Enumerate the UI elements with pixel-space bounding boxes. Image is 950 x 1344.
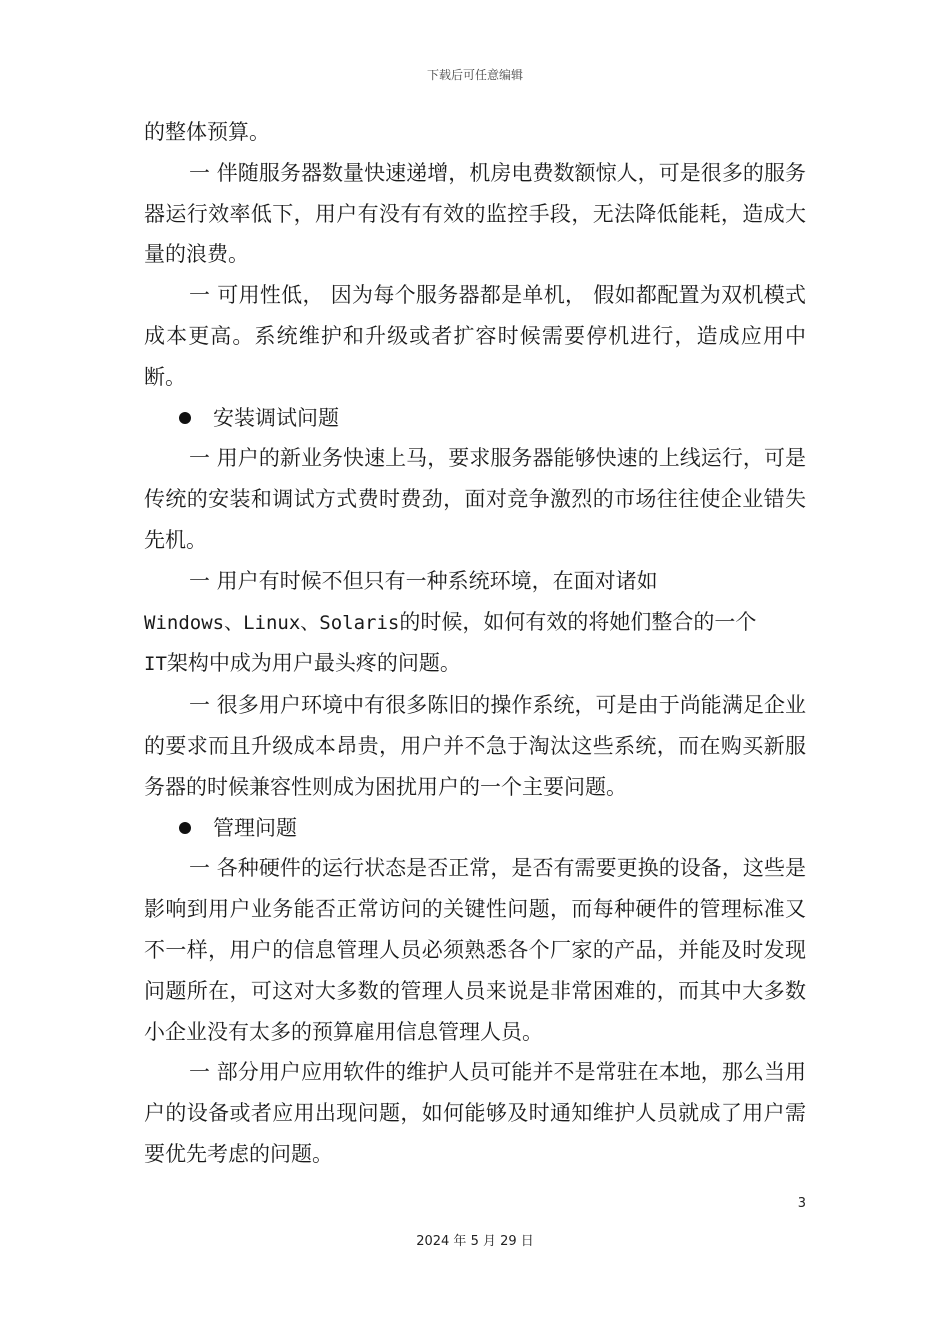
- bullet-icon: [179, 412, 191, 424]
- text-run: 架构中成为用户最头疼的问题。: [166, 651, 461, 676]
- bullet-icon: [179, 822, 191, 834]
- it-term: IT: [144, 653, 167, 676]
- text-run: 一 用户有时候不但只有一种系统环境，在面对诸如: [189, 568, 658, 593]
- paragraph-availability: 一 可用性低， 因为每个服务器都是单机， 假如都配置为双机模式成本更高。系统维护和升级或者扩容时候需要停机进行，造成应用中断。: [144, 283, 806, 389]
- text-run: 的时候，如何有效的将她们整合的一个: [399, 609, 757, 634]
- section-heading-install: [144, 398, 806, 439]
- document-body: [144, 112, 806, 1175]
- paragraph-multi-os: [144, 561, 806, 685]
- page-footer-date: 2024 年 5 月 29 日: [416, 1234, 534, 1249]
- paragraph-new-business: 一 用户的新业务快速上马，要求服务器能够快速的上线运行，可是传统的安装和调试方式费时费劲，面对竞争激烈的市场往往使企业错失先机。: [144, 446, 806, 552]
- paragraph-hardware-status: 一 各种硬件的运行状态是否正常，是否有需要更换的设备，这些是影响到用户业务能否正常访问的关键性问题，而每种硬件的管理标准又不一样，用户的信息管理人员必须熟悉各个厂家的产品，并能及时发现问题所在，可这对大多数的管理人员来说是非常困难的，而其中大多数小企业没有太多的预算雇用信息管理人员。: [144, 856, 806, 1044]
- page-number: 3: [797, 1196, 806, 1211]
- paragraph-maintenance: 一 部分用户应用软件的维护人员可能并不是常驻在本地，那么当用户的设备或者应用出现问题，如何能够及时通知维护人员就成了用户需要优先考虑的问题。: [144, 1060, 806, 1166]
- os-names: Windows、Linux、Solaris: [144, 611, 400, 634]
- heading-text: 安装调试问题: [213, 405, 339, 430]
- section-heading-management: [144, 808, 806, 849]
- paragraph-power-consumption: 一 伴随服务器数量快速递增，机房电费数额惊人，可是很多的服务器运行效率低下，用户有没有有效的监控手段，无法降低能耗，造成大量的浪费。: [144, 160, 806, 267]
- page-header: 下载后可任意编辑: [426, 68, 523, 82]
- heading-text: 管理问题: [213, 815, 297, 840]
- paragraph-legacy-os: 一 很多用户环境中有很多陈旧的操作系统，可是由于尚能满足企业的要求而且升级成本昂贵，用户并不急于淘汰这些系统，而在购买新服务器的时候兼容性则成为困扰用户的一个主要问题。: [144, 693, 806, 799]
- paragraph-budget: 的整体预算。: [144, 120, 270, 144]
